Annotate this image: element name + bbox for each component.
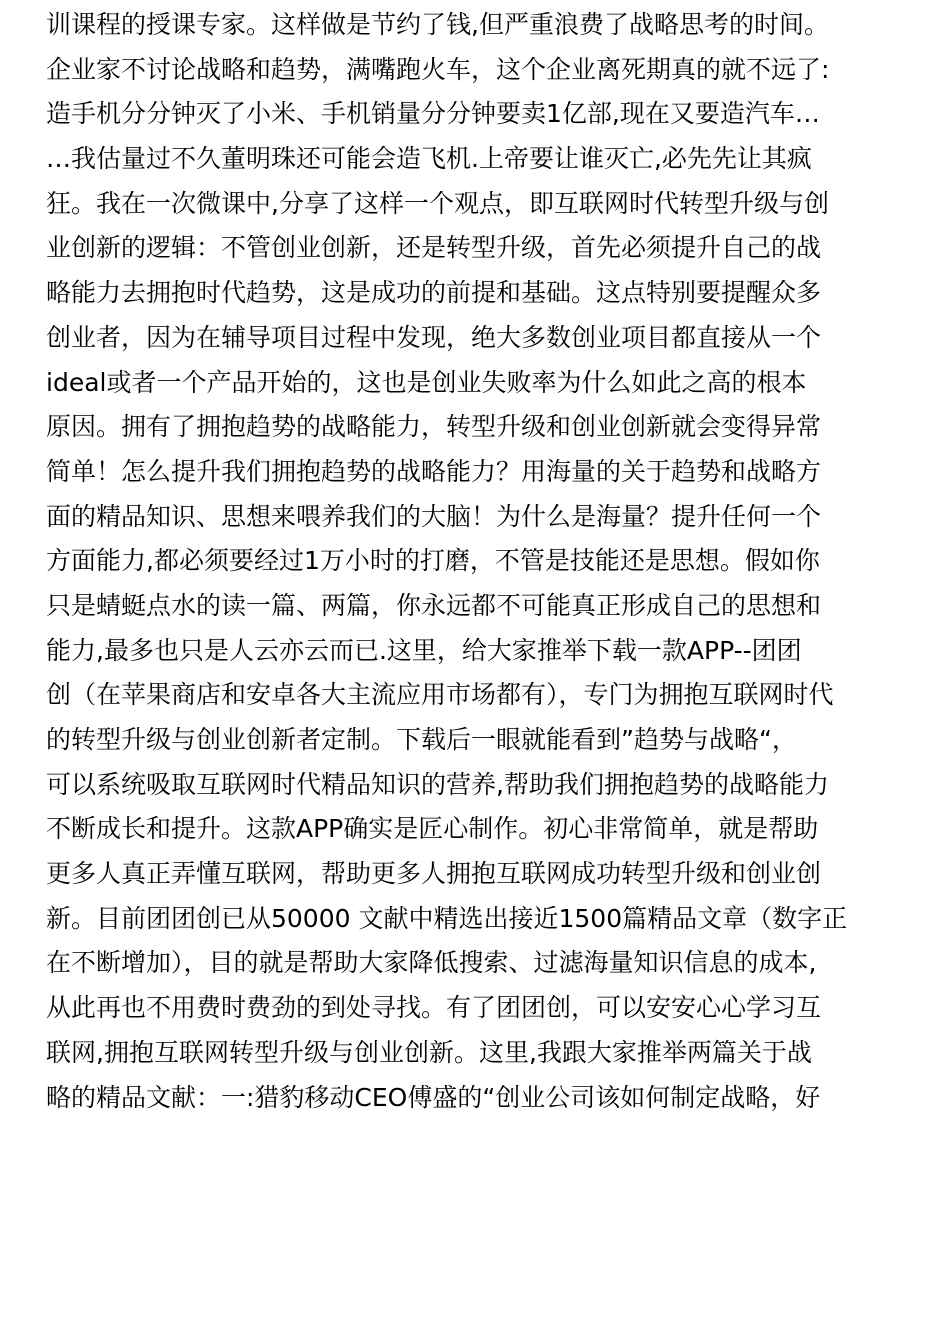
text-line-8: 创业者，因为在辅导项目过程中发现，绝大多数创业项目都直接从一个 [46, 322, 822, 352]
text-line-24: 联网,拥抱互联网转型升级与创业创新。这里,我跟大家推举两篇关于战 [46, 1037, 812, 1067]
text-line-23: 从此再也不用费时费劲的到处寻找。有了团团创，可以安安心心学习互 [46, 993, 822, 1023]
text-line-17: 的转型升级与创业创新者定制。下载后一眼就能看到”趋势与战略“， [46, 725, 797, 754]
text-line-20: 更多人真正弄懂互联网，帮助更多人拥抱互联网成功转型升级和创业创 [46, 859, 822, 889]
text-line-1: 训课程的授课专家。这样做是节约了钱,但严重浪费了战略思考的时间。 [46, 10, 829, 39]
text-line-12: 面的精品知识、思想来喂养我们的大脑！为什么是海量？提升任何一个 [46, 501, 822, 531]
body-text [46, 0, 906, 1120]
text-line-7: 略能力去拥抱时代趋势，这是成功的前提和基础。这点特别要提醒众多 [46, 278, 822, 308]
text-line-5: 狂。我在一次微课中,分享了这样一个观点，即互联网时代转型升级与创 [46, 188, 829, 218]
text-line-18: 可以系统吸取互联网时代精品知识的营养,帮助我们拥抱趋势的战略能力 [46, 769, 829, 799]
text-line-25: 略的精品文献：一:猎豹移动CEO傅盛的“创业公司该如何制定战略，好 [46, 1082, 821, 1112]
text-line-19: 不断成长和提升。这款APP确实是匠心制作。初心非常简单，就是帮助 [46, 814, 819, 844]
text-line-16: 创（在苹果商店和安卓各大主流应用市场都有），专门为拥抱互联网时代 [46, 680, 834, 710]
text-line-15: 能力,最多也只是人云亦云而已.这里，给大家推举下载一款APP--团团 [46, 635, 802, 665]
text-line-21: 新。目前团团创已从50000 文献中精选出接近1500篇精品文章（数字正 [46, 903, 848, 933]
text-line-4: …我估量过不久董明珠还可能会造飞机.上帝要让谁灭亡,必先先让其疯 [46, 144, 812, 174]
text-line-13: 方面能力,都必须要经过1万小时的打磨，不管是技能还是思想。假如你 [46, 546, 820, 576]
text-line-9: ideal或者一个产品开始的，这也是创业失败率为什么如此之高的根本 [46, 367, 807, 397]
text-line-6: 业创新的逻辑：不管创业创新，还是转型升级，首先必须提升自己的战 [46, 233, 822, 263]
text-line-22: 在不断增加），目的就是帮助大家降低搜索、过滤海量知识信息的成本, [46, 948, 817, 978]
text-line-2: 企业家不讨论战略和趋势，满嘴跑火车，这个企业离死期真的就不远了: [46, 54, 830, 84]
text-line-14: 只是蜻蜓点水的读一篇、两篇，你永远都不可能真正形成自己的思想和 [46, 590, 822, 620]
text-line-11: 简单！怎么提升我们拥抱趋势的战略能力？用海量的关于趋势和战略方 [46, 456, 822, 486]
text-line-3: 造手机分分钟灭了小米、手机销量分分钟要卖1亿部,现在又要造汽车… [46, 99, 820, 129]
text-line-10: 原因。拥有了拥抱趋势的战略能力，转型升级和创业创新就会变得异常 [46, 412, 822, 442]
